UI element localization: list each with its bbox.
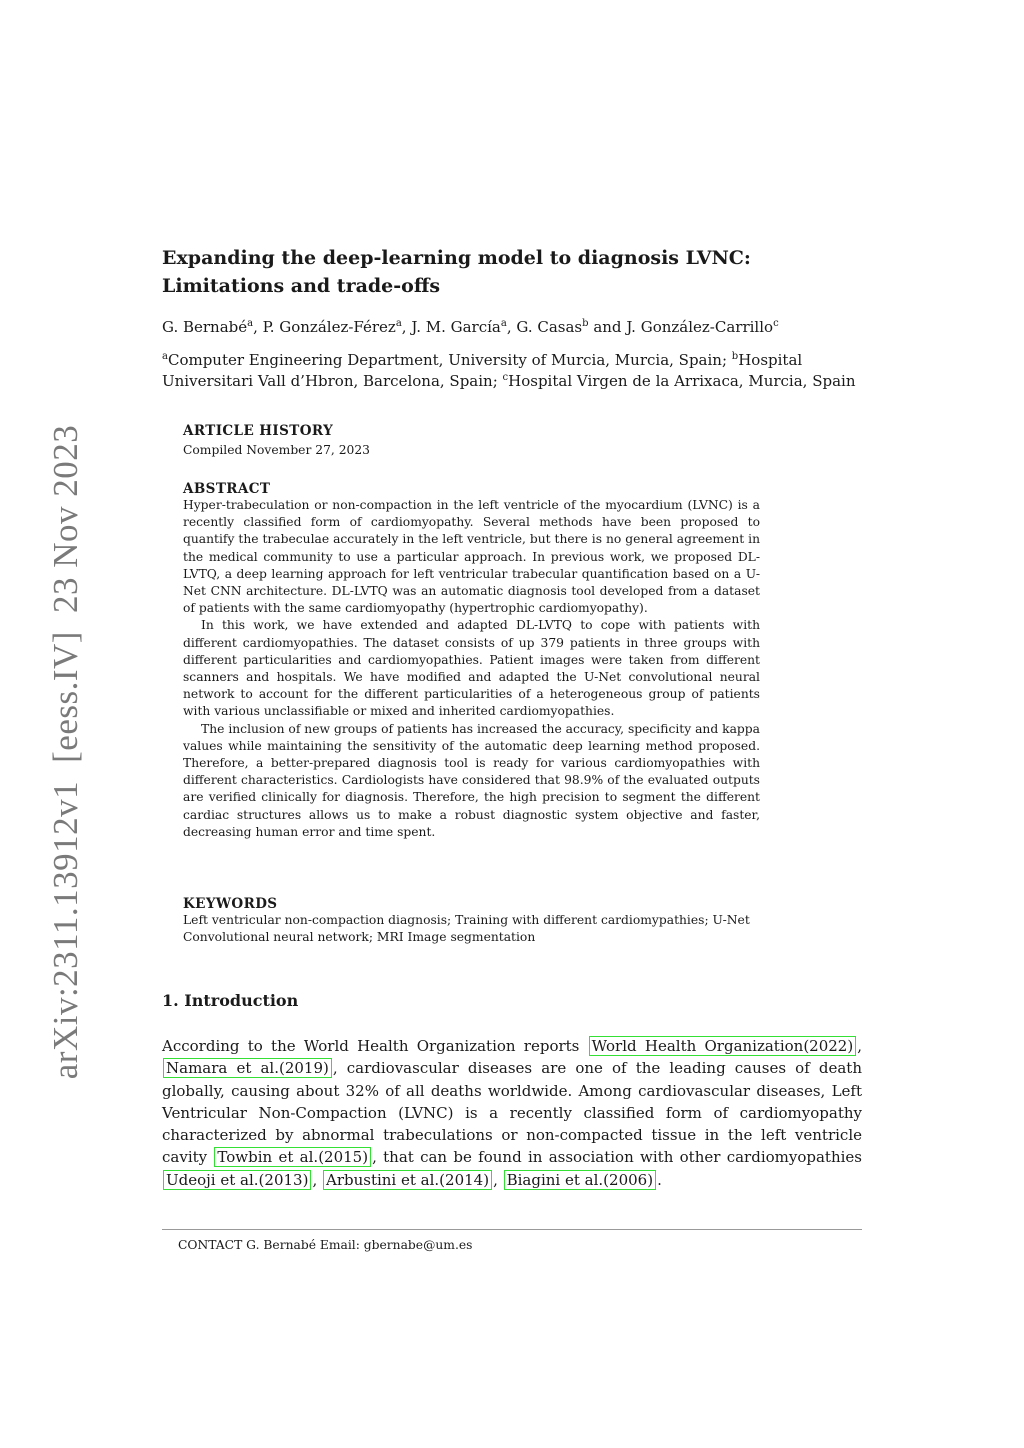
intro-text: . <box>657 1170 662 1189</box>
citation-link[interactable]: World Health Organization(2022) <box>589 1036 857 1056</box>
keywords-label: KEYWORDS <box>183 896 278 912</box>
author-name: J. M. García <box>411 318 501 336</box>
affiliation-mark: b <box>731 351 739 362</box>
abstract-paragraph: In this work, we have extended and adapted DL-LVTQ to cope with patients with different cardiomyopathies. The dataset consists of up 379 patients in three groups with different particularities and cardiomyopathies. Patient images were taken from different scanners and hospitals. We have modified and adapted the U-Net convolutional neural network to account for the different particularities of a heterogeneous group of patients with various unclassifiable or mixed and inherited cardiomyopathies. <box>183 618 760 719</box>
author-affiliation-mark: a <box>500 318 507 329</box>
abstract-label: ABSTRACT <box>183 481 271 497</box>
citation-link[interactable]: Udeoji et al.(2013) <box>163 1170 311 1190</box>
abstract-paragraph: The inclusion of new groups of patients has increased the accuracy, specificity and kappa values while maintaining the sensitivity of the automatic deep learning method proposed. Therefore, a better-prepared diagnosis tool is ready for various cardiomyopathies with different characteristics. Cardiologists have considered that 98.9% of the evaluated outputs are verified clinically for diagnosis. Therefore, the high precision to segment the different cardiac structures allows us to make a robust diagnostic system objective and faster, decreasing human error and time spent. <box>183 721 760 839</box>
author-name: G. Casas <box>516 318 583 336</box>
affiliation-text: Hospital Universitari Vall d’Hbron, Barcelona, Spain; <box>162 351 803 390</box>
arxiv-sidebar-stamp <box>46 425 86 1079</box>
affiliation-text: Hospital Virgen de la Arrixaca, Murcia, Spain <box>508 372 856 390</box>
abstract-section <box>183 481 760 841</box>
author-affiliation-mark: a <box>395 318 402 329</box>
affiliation-text: Computer Engineering Department, University of Murcia, Murcia, Spain; <box>167 351 728 369</box>
article-history-label: ARTICLE HISTORY <box>183 423 334 439</box>
author-list: G. Bernabé$^a$, P. González-Férez$^a$, J. M. García$^a$, G. Casas$^b$ and J. González-Carrillo$^c$ <box>162 318 779 336</box>
keywords-section <box>183 896 760 946</box>
arxiv-id: arXiv:2311.13912v1 <box>46 780 85 1080</box>
arxiv-category: [eess.IV] <box>46 631 85 763</box>
author-name: G. Bernabé <box>162 318 248 336</box>
author-affiliation-mark: a <box>247 318 254 329</box>
introduction-paragraph: According to the World Health Organization reports World Health Organization(2022) , Namara et al.(2019) , cardiovascular diseases are one of the leading causes of death globally, causing about 32% of all deaths worldwide. Among cardiovascular diseases, Left Ventricular Non-Compaction (LVNC) is a recently classified form of cardiomyopathy characterized by abnormal trabeculations or non-compacted tissue in the left ventricle cavity Towbin et al.(2015) , that can be found in association with other cardiomyopathies Udeoji et al.(2013) , Arbustini et al.(2014) , Biagini et al.(2006) . <box>162 1037 862 1189</box>
affiliations <box>162 350 882 392</box>
intro-text: According to the World Health Organization reports <box>162 1037 580 1055</box>
section-heading-introduction: 1. Introduction <box>162 991 299 1010</box>
compiled-date: Compiled November 27, 2023 <box>183 443 371 457</box>
author-name: J. González-Carrillo <box>626 318 774 336</box>
contact-footnote: CONTACT G. Bernabé Email: gbernabe@um.es <box>178 1238 473 1252</box>
citation-link[interactable]: Biagini et al.(2006) <box>504 1170 656 1190</box>
citation-link[interactable]: Arbustini et al.(2014) <box>323 1170 492 1190</box>
intro-text: , that can be found in association with other cardiomyopathies <box>372 1148 862 1167</box>
affiliation-mark: a <box>162 351 168 362</box>
citation-link[interactable]: Namara et al.(2019) <box>163 1058 332 1078</box>
author-and: and <box>593 318 622 336</box>
arxiv-date: 23 Nov 2023 <box>46 424 85 614</box>
author-name: P. González-Férez <box>262 318 396 336</box>
intro-text: , cardiovascular diseases are one of the leading causes of death globally, causing about 32% of all deaths worldwide. Among cardiovascular diseases, Left Ventricular Non-Compaction (LVNC) is a recently classified form of cardiomyopathy characterized by abnormal trabeculations or non-compacted tissue in the left ventricle cavity <box>162 1059 862 1167</box>
author-affiliation-mark: c <box>773 318 779 329</box>
paper-title: Expanding the deep-learning model to diagnosis LVNC: Limitations and trade-offs <box>162 247 751 297</box>
citation-link[interactable]: Towbin et al.(2015) <box>214 1147 371 1167</box>
article-history <box>183 423 760 459</box>
abstract-paragraph: Hyper-trabeculation or non-compaction in the left ventricle of the myocardium (LVNC) is a recently classified form of cardiomyopathy. Several methods have been proposed to quantify the trabeculae accurately in the left ventricle, but there is no general agreement in the medical community to use a particular approach. In previous work, we proposed DL-LVTQ, a deep learning approach for left ventricular trabecular quantification based on a U-Net CNN architecture. DL-LVTQ was an automatic diagnosis tool developed from a dataset of patients with the same cardiomyopathy (hypertrophic cardiomyopathy). <box>183 498 760 616</box>
author-affiliation-mark: b <box>582 318 589 329</box>
footnote-rule <box>162 1229 862 1230</box>
keywords-text: Left ventricular non-compaction diagnosis; Training with different cardiomypathies; U-Net Convolutional neural network; MRI Image segmentation <box>183 913 750 945</box>
affiliation-mark: c <box>502 372 509 383</box>
